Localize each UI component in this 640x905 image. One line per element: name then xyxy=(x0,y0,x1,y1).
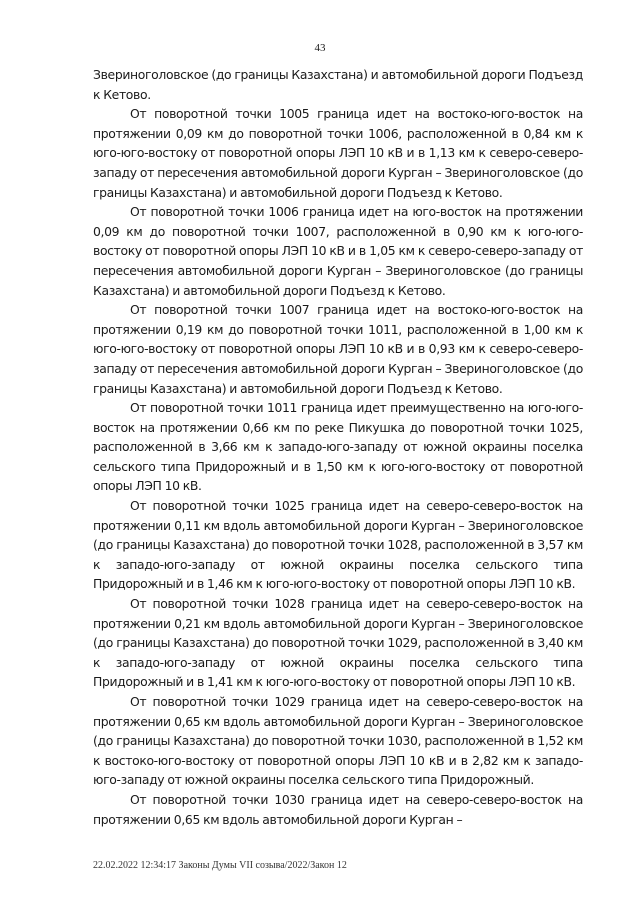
page-number: 43 xyxy=(314,42,326,54)
paragraph: От поворотной точки 1007 граница идет на востоко-юго-восток на протяжении 0,19 км до поворотной точки 1011, расположенной в 1,00 км к юго-юго-востоку от поворотной опоры ЛЭП 10 кВ и в 0,93 км к северо-северо-западу от пересечения автомобильной дороги Курган – Звериноголовское (до границы Казахстана) и автомобильной дороги Подъезд к Кетово. xyxy=(93,302,583,396)
paragraph: От поворотной точки 1025 граница идет на северо-северо-восток на протяжении 0,11 км вдоль автомобильной дороги Курган – Звериноголовское (до границы Казахстана) до поворотной точки 1028, расположенной в 3,57 км к западо-юго-западу от южной окраины поселка сельского типа Придорожный и в 1,46 км к юго-юго-востоку от поворотной опоры ЛЭП 10 кВ. xyxy=(93,498,583,592)
document-footer: 22.02.2022 12:34:17 Законы Думы VII созыва/2022/Закон 12 xyxy=(93,860,347,871)
paragraph: От поворотной точки 1029 граница идет на северо-северо-восток на протяжении 0,65 км вдоль автомобильной дороги Курган – Звериноголовское (до границы Казахстана) до поворотной точки 1030, расположенной в 1,52 км к востоко-юго-востоку от поворотной опоры ЛЭП 10 кВ и в 2,82 км к западо-юго-западу от южной окраины поселка сельского типа Придорожный. xyxy=(93,694,583,788)
paragraph: От поворотной точки 1030 граница идет на северо-северо-восток на протяжении 0,65 км вдоль автомобильной дороги Курган – xyxy=(93,791,583,827)
paragraph: От поворотной точки 1005 граница идет на востоко-юго-восток на протяжении 0,09 км до поворотной точки 1006, расположенной в 0,84 км к юго-юго-востоку от поворотной опоры ЛЭП 10 кВ и в 1,13 км к северо-северо-западу от пересечения автомобильной дороги Курган – Звериноголовское (до границы Казахстана) и автомобильной дороги Подъезд к Кетово. xyxy=(93,106,583,200)
paragraph: От поворотной точки 1006 граница идет на юго-восток на протяжении 0,09 км до поворотной точки 1007, расположенной в 0,90 км к юго-юго-востоку от поворотной опоры ЛЭП 10 кВ и в 1,05 км к северо-северо-западу от пересечения автомобильной дороги Курган – Звериноголовское (до границы Казахстана) и автомобильной дороги Подъезд к Кетово. xyxy=(93,204,583,298)
paragraph: От поворотной точки 1011 граница идет преимущественно на юго-юго-восток на протяжении 0,66 км по реке Пикушка до поворотной точки 1025, расположенной в 3,66 км к западо-юго-западу от южной окраины поселка сельского типа Придорожный и в 1,50 км к юго-юго-востоку от поворотной опоры ЛЭП 10 кВ. xyxy=(93,400,583,494)
paragraph: От поворотной точки 1028 граница идет на северо-северо-восток на протяжении 0,21 км вдоль автомобильной дороги Курган – Звериноголовское (до границы Казахстана) до поворотной точки 1029, расположенной в 3,40 км к западо-юго-западу от южной окраины поселка сельского типа Придорожный и в 1,41 км к юго-юго-востоку от поворотной опоры ЛЭП 10 кВ. xyxy=(93,596,583,690)
document-body xyxy=(93,65,583,829)
paragraph: Звериноголовское (до границы Казахстана) и автомобильной дороги Подъезд к Кетово. xyxy=(93,67,583,102)
